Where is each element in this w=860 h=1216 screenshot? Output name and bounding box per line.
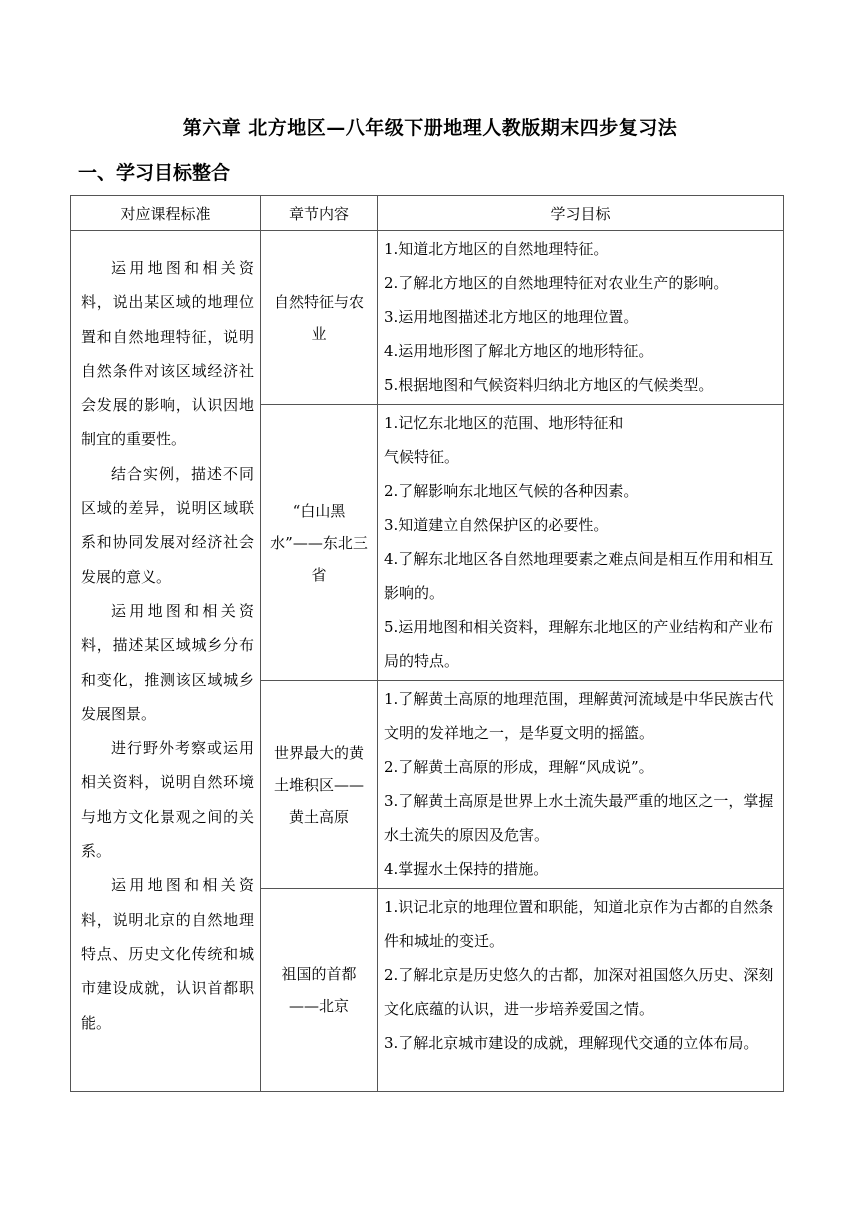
standard-paragraph: 运用地图和相关资料，说出某区域的地理位置和自然地理特征，说明自然条件对该区域经济社会发展的影响，认识因地制宜的重要性。 <box>81 259 254 449</box>
table-header-row <box>71 196 784 231</box>
section-heading: 一、学习目标整合 <box>78 162 231 184</box>
chapter-cell: 自然特征与农业 <box>261 231 378 405</box>
objective-item: 3.知道建立自然保护区的必要性。 <box>384 516 609 534</box>
objective-item: 2.了解影响东北地区气候的各种因素。 <box>384 482 639 500</box>
standard-paragraph: 运用地图和相关资料，描述某区域城乡分布和变化，推测该区域城乡发展图景。 <box>81 601 254 723</box>
objective-item: 2.了解北方地区的自然地理特征对农业生产的影响。 <box>384 274 729 292</box>
objective-item: 4.掌握水土保持的措施。 <box>384 860 549 878</box>
objective-item: 2.了解北京是历史悠久的古都，加深对祖国悠久历史、深刻文化底蕴的认识，进一步培养爱国之情。 <box>384 966 774 1018</box>
standard-paragraph: 运用地图和相关资料，说明北京的自然地理特点、历史文化传统和城市建设成就，认识首都职能。 <box>81 876 254 1032</box>
objective-item: 3.了解黄土高原是世界上水土流失最严重的地区之一，掌握水土流失的原因及危害。 <box>384 792 774 844</box>
objective-item: 1.了解黄土高原的地理范围，理解黄河流域是中华民族古代文明的发祥地之一，是华夏文明的摇篮。 <box>384 690 774 742</box>
objective-item: 5.根据地图和气候资料归纳北方地区的气候类型。 <box>384 376 714 394</box>
standard-paragraph: 进行野外考察或运用相关资料，说明自然环境与地方文化景观之间的关系。 <box>81 739 254 861</box>
header-curriculum-standard: 对应课程标准 <box>71 196 261 231</box>
table-row <box>71 231 784 405</box>
objective-item: 4.运用地形图了解北方地区的地形特征。 <box>384 342 654 360</box>
objectives-cell <box>378 889 784 1092</box>
objective-item: 3.运用地图描述北方地区的地理位置。 <box>384 308 639 326</box>
objectives-cell <box>378 405 784 681</box>
header-learning-objectives: 学习目标 <box>378 196 784 231</box>
curriculum-standard-cell <box>71 231 261 1092</box>
objective-item: 5.运用地图和相关资料，理解东北地区的产业结构和产业布局的特点。 <box>384 618 774 670</box>
chapter-cell: “白山黑水”——东北三省 <box>261 405 378 681</box>
objective-item: 1.记忆东北地区的范围、地形特征和 <box>384 414 624 432</box>
objective-item: 1.知道北方地区的自然地理特征。 <box>384 240 609 258</box>
standard-paragraph: 结合实例，描述不同区域的差异，说明区域联系和协同发展对经济社会发展的意义。 <box>81 464 254 586</box>
objective-item: 3.了解北京城市建设的成就，理解现代交通的立体布局。 <box>384 1034 759 1052</box>
objective-item: 2.了解黄土高原的形成，理解“风成说”。 <box>384 758 654 776</box>
chapter-cell: 世界最大的黄土堆积区——黄土高原 <box>261 681 378 889</box>
objective-item: 1.识记北京的地理位置和职能，知道北京作为古都的自然条件和城址的变迁。 <box>384 898 774 950</box>
header-chapter-content: 章节内容 <box>261 196 378 231</box>
page-title: 第六章 北方地区—八年级下册地理人教版期末四步复习法 <box>182 117 678 139</box>
objective-item: 气候特征。 <box>384 448 460 466</box>
chapter-cell: 祖国的首都——北京 <box>261 889 378 1092</box>
objective-item: 4.了解东北地区各自然地理要素之难点间是相互作用和相互影响的。 <box>384 550 774 602</box>
objectives-cell <box>378 681 784 889</box>
learning-objectives-table <box>70 195 784 1092</box>
objectives-cell <box>378 231 784 405</box>
